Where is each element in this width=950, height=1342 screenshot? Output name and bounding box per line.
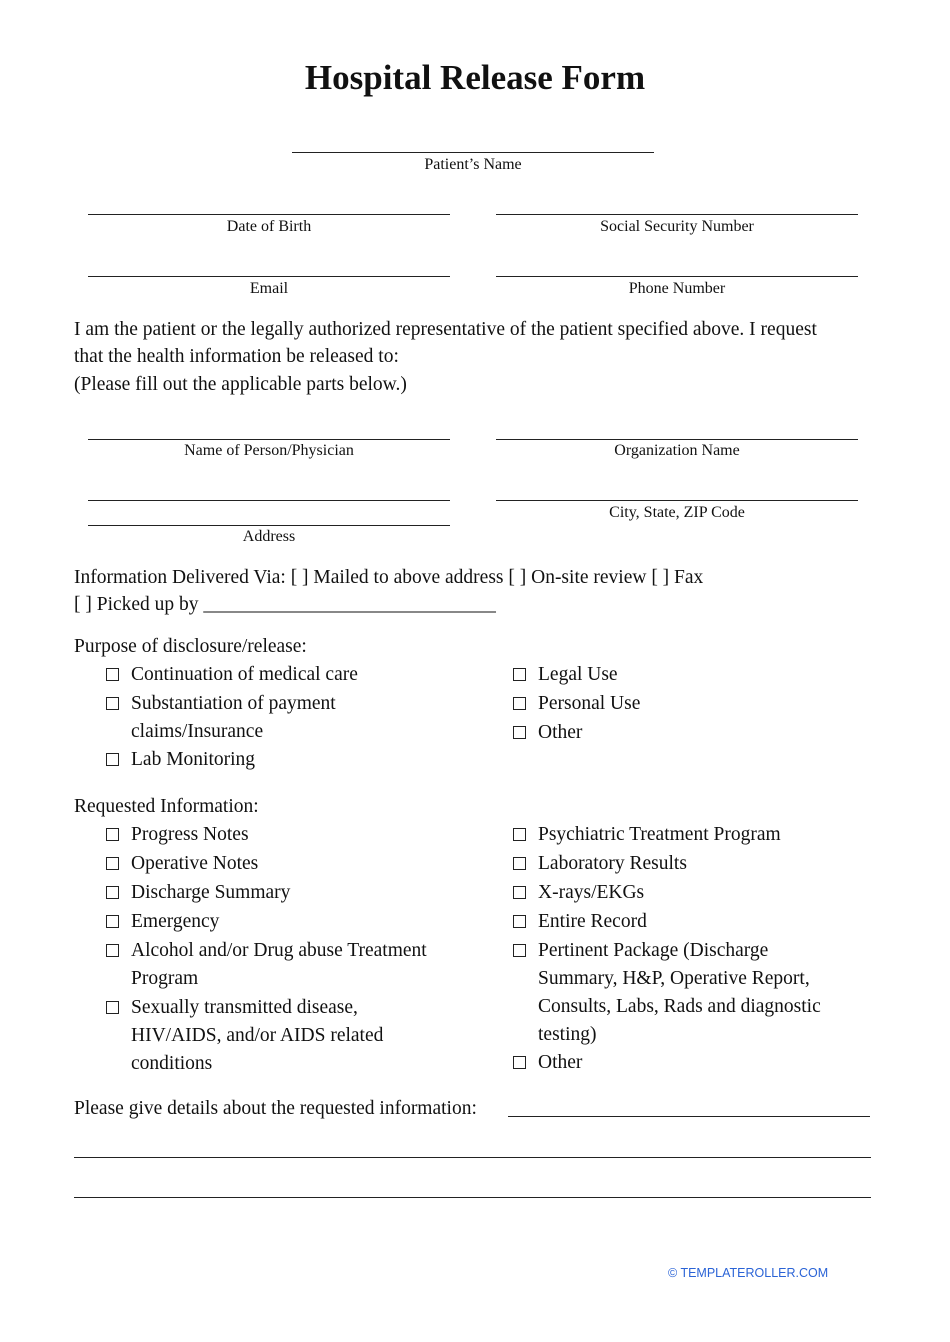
req-other-checkbox[interactable]: Other (513, 1049, 873, 1077)
checkbox-icon[interactable] (106, 1001, 119, 1014)
checkbox-icon[interactable] (513, 726, 526, 739)
checkbox-icon[interactable] (106, 828, 119, 841)
purpose-payment-checkbox[interactable]: Substantiation of payment claims/Insurance (106, 690, 366, 746)
req-pertinent-package-checkbox[interactable]: Pertinent Package (Discharge Summary, H&P, Operative Report, Consults, Labs, Rads and diagnostic testing) (513, 937, 848, 1049)
checkbox-icon[interactable] (513, 828, 526, 841)
req-psychiatric-checkbox[interactable]: Psychiatric Treatment Program (513, 821, 873, 849)
req-progress-notes-checkbox[interactable]: Progress Notes (106, 821, 466, 849)
address-line-2[interactable] (88, 525, 450, 526)
req-discharge-summary-checkbox[interactable]: Discharge Summary (106, 879, 466, 907)
delivery-pickup[interactable]: [ ] Picked up by ______________________________ (74, 594, 496, 615)
date-of-birth-line[interactable] (88, 214, 450, 215)
person-physician-label: Name of Person/Physician (184, 442, 354, 459)
purpose-other-checkbox[interactable]: Other (513, 719, 873, 747)
city-state-zip-line[interactable] (496, 500, 858, 501)
email-label: Email (249, 280, 289, 297)
req-alcohol-drug-checkbox[interactable]: Alcohol and/or Drug abuse Treatment Program (106, 937, 456, 993)
address-label: Address (242, 528, 296, 545)
details-label: Please give details about the requested information: (74, 1098, 477, 1119)
statement-line-1: I am the patient or the legally authorized representative of the patient specified above. I request (74, 319, 817, 340)
checkbox-icon[interactable] (106, 944, 119, 957)
purpose-heading: Purpose of disclosure/release: (74, 636, 307, 657)
person-physician-line[interactable] (88, 439, 450, 440)
checkbox-icon[interactable] (513, 857, 526, 870)
phone-label: Phone Number (628, 280, 726, 297)
checkbox-icon[interactable] (513, 915, 526, 928)
purpose-lab-checkbox[interactable]: Lab Monitoring (106, 746, 466, 774)
req-operative-notes-checkbox[interactable]: Operative Notes (106, 850, 466, 878)
checkbox-icon[interactable] (513, 886, 526, 899)
email-line[interactable] (88, 276, 450, 277)
statement-line-2: that the health information be released to: (74, 346, 399, 367)
req-xrays-checkbox[interactable]: X-rays/EKGs (513, 879, 873, 907)
checkbox-icon[interactable] (106, 697, 119, 710)
delivery-options[interactable]: Information Delivered Via: [ ] Mailed to above address [ ] On-site review [ ] Fax (74, 567, 704, 588)
phone-line[interactable] (496, 276, 858, 277)
purpose-legal-checkbox[interactable]: Legal Use (513, 661, 873, 689)
organization-label: Organization Name (614, 442, 740, 459)
city-state-zip-label: City, State, ZIP Code (609, 504, 745, 521)
checkbox-icon[interactable] (513, 697, 526, 710)
patient-name-line[interactable] (292, 152, 654, 153)
footer-copyright[interactable]: © TEMPLATEROLLER.COM (668, 1266, 829, 1280)
organization-line[interactable] (496, 439, 858, 440)
details-line-2[interactable] (74, 1157, 871, 1158)
details-line-3[interactable] (74, 1197, 871, 1198)
req-laboratory-checkbox[interactable]: Laboratory Results (513, 850, 873, 878)
purpose-continuation-checkbox[interactable]: Continuation of medical care (106, 661, 466, 689)
patient-name-label: Patient’s Name (424, 156, 522, 173)
checkbox-icon[interactable] (106, 857, 119, 870)
purpose-personal-checkbox[interactable]: Personal Use (513, 690, 873, 718)
address-line-1[interactable] (88, 500, 450, 501)
checkbox-icon[interactable] (106, 886, 119, 899)
checkbox-icon[interactable] (513, 668, 526, 681)
checkbox-icon[interactable] (513, 944, 526, 957)
date-of-birth-label: Date of Birth (226, 218, 312, 235)
checkbox-icon[interactable] (106, 753, 119, 766)
details-line-1[interactable] (508, 1116, 870, 1117)
statement-line-3: (Please fill out the applicable parts below.) (74, 374, 407, 395)
req-entire-record-checkbox[interactable]: Entire Record (513, 908, 873, 936)
req-std-hiv-checkbox[interactable]: Sexually transmitted disease, HIV/AIDS, and/or AIDS related conditions (106, 994, 406, 1078)
requested-heading: Requested Information: (74, 796, 259, 817)
checkbox-icon[interactable] (513, 1056, 526, 1069)
checkbox-icon[interactable] (106, 915, 119, 928)
ssn-line[interactable] (496, 214, 858, 215)
req-emergency-checkbox[interactable]: Emergency (106, 908, 466, 936)
page-title: Hospital Release Form (304, 58, 646, 97)
checkbox-icon[interactable] (106, 668, 119, 681)
ssn-label: Social Security Number (600, 218, 754, 235)
